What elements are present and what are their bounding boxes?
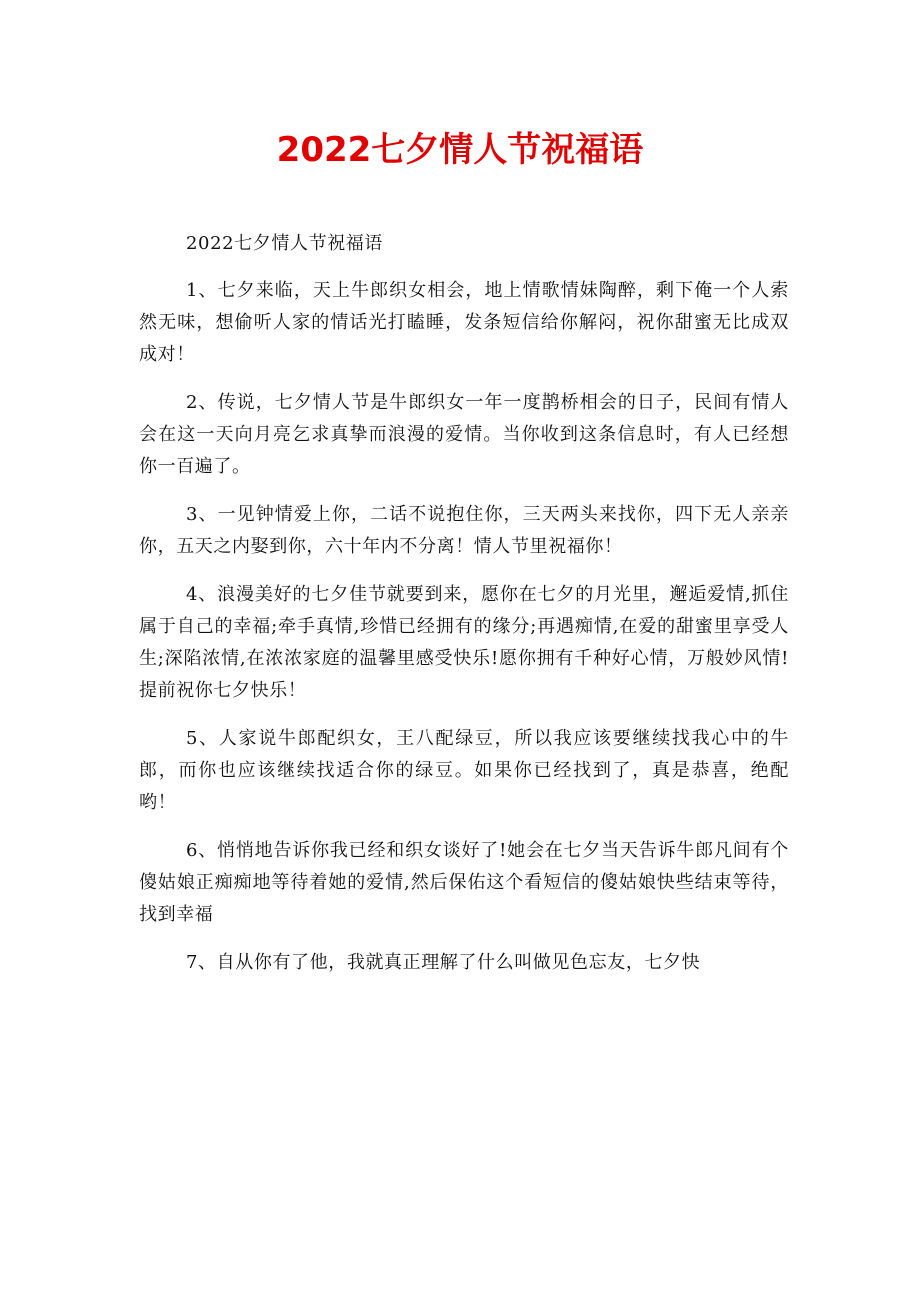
blessing-paragraph-7: 7、自从你有了他，我就真正理解了什么叫做见色忘友，七夕快 bbox=[186, 952, 701, 973]
blessing-paragraph-4: 4、浪漫美好的七夕佳节就要到来，愿你在七夕的月光里，邂逅爱情,抓住属于自己的幸福;牵手真情,珍惜已经拥有的缘分;再遇痴情,在爱的甜蜜里享受人生;深陷浓情,在浓浓家庭的温馨里感受快乐!愿你拥有千种好心情，万般妙风情!提前祝你七夕快乐！ bbox=[139, 584, 789, 701]
document-title: 2022七夕情人节祝福语 bbox=[276, 130, 644, 170]
document-body bbox=[139, 228, 789, 995]
document-subtitle: 2022七夕情人节祝福语 bbox=[186, 233, 384, 254]
blessing-paragraph-6: 6、悄悄地告诉你我已经和织女谈好了!她会在七夕当天告诉牛郎凡间有个傻姑娘正痴痴地等待着她的爱情,然后保佑这个看短信的傻姑娘快些结束等待，找到幸福 bbox=[139, 840, 789, 925]
blessing-paragraph-2: 2、传说，七夕情人节是牛郎织女一年一度鹊桥相会的日子，民间有情人会在这一天向月亮乞求真挚而浪漫的爱情。当你收到这条信息时，有人已经想你一百遍了。 bbox=[139, 392, 789, 477]
blessing-paragraph-5: 5、人家说牛郎配织女，王八配绿豆，所以我应该要继续找我心中的牛郎，而你也应该继续找适合你的绿豆。如果你已经找到了，真是恭喜，绝配哟！ bbox=[139, 728, 789, 813]
blessing-paragraph-3: 3、一见钟情爱上你，二话不说抱住你，三天两头来找你，四下无人亲亲你，五天之内娶到你，六十年内不分离！情人节里祝福你！ bbox=[139, 504, 789, 557]
blessing-paragraph-1: 1、七夕来临，天上牛郎织女相会，地上情歌情妹陶醉，剩下俺一个人索然无味，想偷听人家的情话光打瞌睡，发条短信给你解闷，祝你甜蜜无比成双成对！ bbox=[139, 280, 789, 365]
